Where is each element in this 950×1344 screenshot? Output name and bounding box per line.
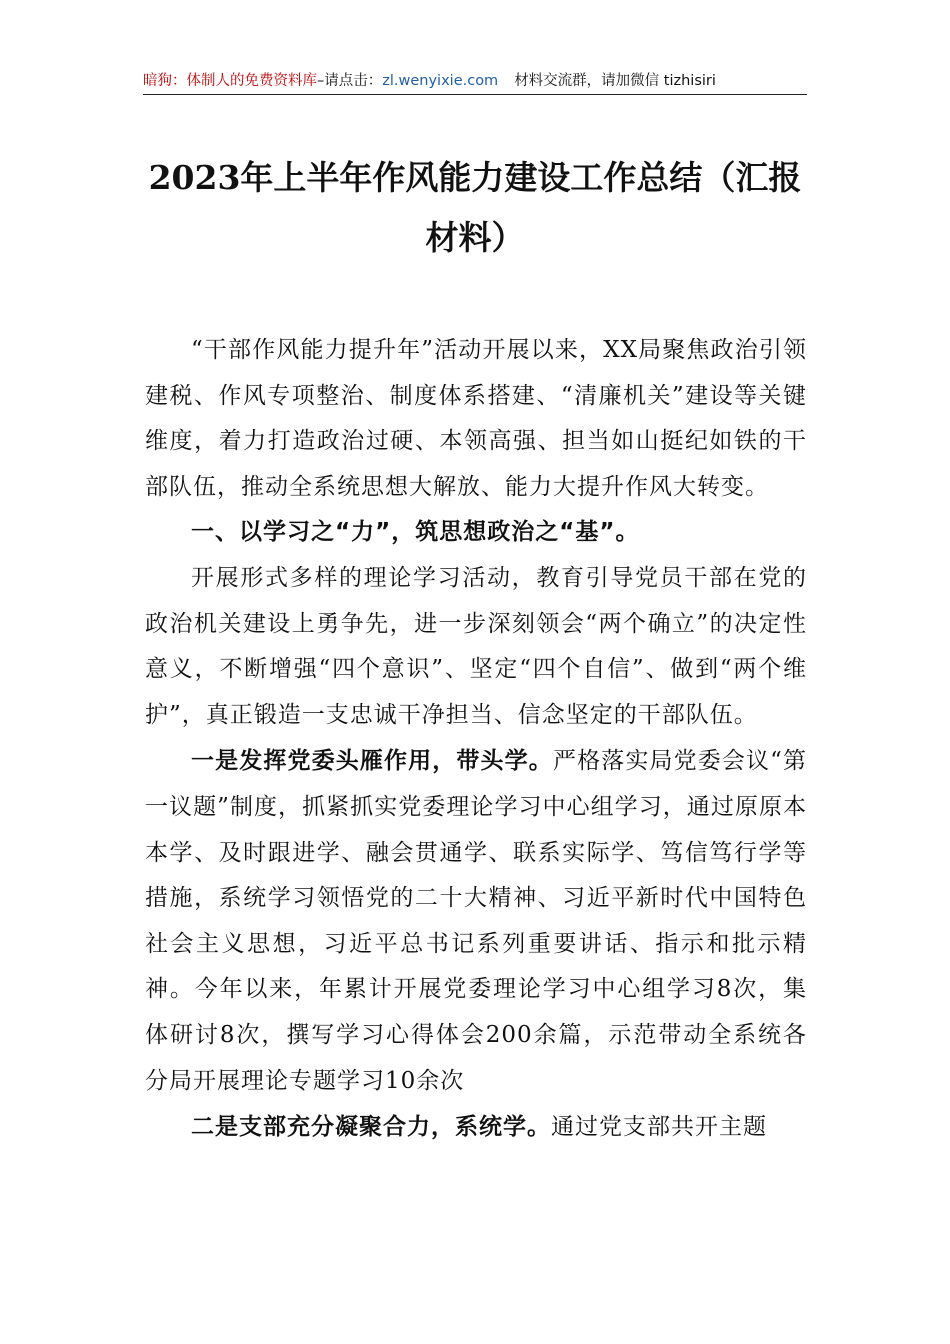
- item-2-lead: 二是支部充分凝聚合力，系统学。: [191, 1113, 551, 1141]
- item-1-lead: 一是发挥党委头雁作用，带头学。: [191, 747, 553, 775]
- header-wechat-note: 材料交流群，请加微信 tizhisiri: [514, 73, 716, 89]
- header-click-prompt: –请点击：: [317, 73, 383, 89]
- header-link[interactable]: zl.wenyixie.com: [382, 73, 499, 89]
- header-site-name: 暗狗：体制人的免费资料库: [143, 73, 317, 89]
- item-2-paragraph: [145, 1104, 807, 1151]
- page-header: [143, 68, 807, 95]
- item-1-text: 严格落实局党委会议“第一议题”制度，抓紧抓实党委理论学习中心组学习，通过原原本本学、及时跟进学、融会贯通学、联系实际学、笃信笃行学等措施，系统学习领悟党的二十大精神、习近平新时代中国特色社会主义思想，习近平总书记系列重要讲话、指示和批示精神。今年以来，年累计开展党委理论学习中心组学习8次，集体研讨8次，撰写学习心得体会200余篇，示范带动全系统各分局开展理论专题学习10余次: [145, 748, 808, 1094]
- document-title: 2023年上半年作风能力建设工作总结（汇报材料）: [148, 158, 802, 257]
- section-1-heading: 一、以学习之“力”，筑思想政治之“基”。: [191, 519, 640, 546]
- section-1-body: 开展形式多样的理论学习活动，教育引导党员干部在党的政治机关建设上勇争先，进一步深刻领会“两个确立”的决定性意义，不断增强“四个意识”、坚定“四个自信”、做到“两个维护”，真正锻造一支忠诚干净担当、信念坚定的干部队伍。: [145, 564, 807, 728]
- item-2-text: 通过党支部共开主题: [551, 1114, 767, 1141]
- intro-paragraph: “干部作风能力提升年”活动开展以来，XX局聚焦政治引领建税、作风专项整治、制度体系搭建、“清廉机关”建设等关键维度，着力打造政治过硬、本领高强、担当如山挺纪如铁的干部队伍，推动全系统思想大解放、能力大提升作风大转变。: [145, 337, 807, 500]
- item-1-paragraph: [145, 738, 807, 1104]
- document-body: [145, 328, 807, 1151]
